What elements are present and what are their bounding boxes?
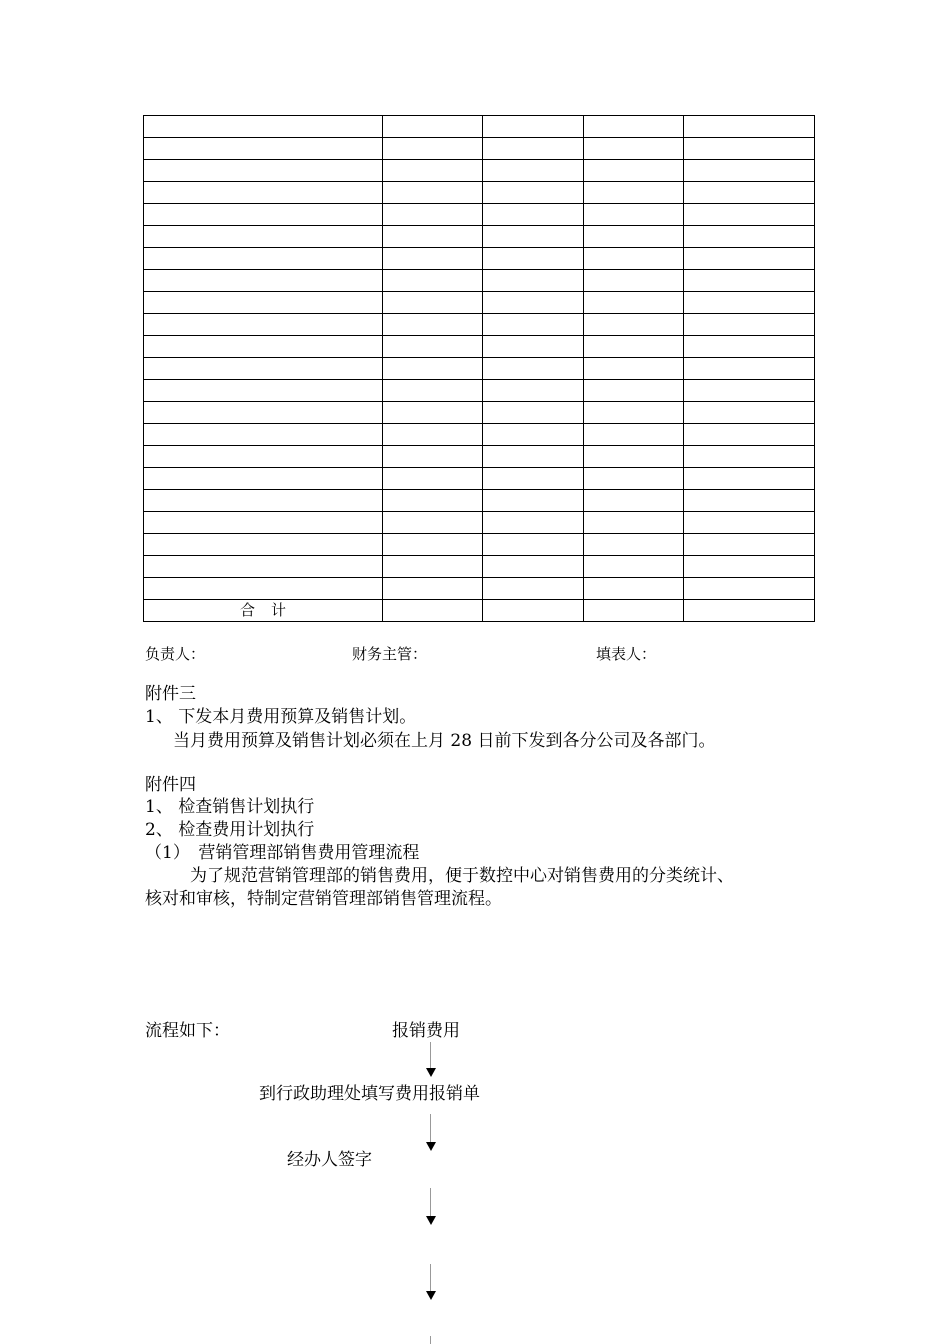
table-cell — [483, 358, 584, 380]
table-cell — [144, 116, 383, 138]
flow-connector-4 — [430, 1264, 431, 1291]
expense-table — [143, 115, 815, 622]
table-cell — [584, 534, 684, 556]
table-cell — [684, 292, 815, 314]
table-cell — [684, 556, 815, 578]
table-cell — [584, 578, 684, 600]
table-cell — [684, 138, 815, 160]
table-cell — [684, 578, 815, 600]
table-cell — [383, 600, 483, 622]
table-cell — [483, 490, 584, 512]
table-cell — [483, 380, 584, 402]
table-cell — [383, 578, 483, 600]
table-cell — [383, 534, 483, 556]
table-cell — [144, 314, 383, 336]
table-cell — [684, 182, 815, 204]
table-cell — [684, 160, 815, 182]
table-row — [144, 446, 815, 468]
table-row — [144, 402, 815, 424]
table-cell — [584, 512, 684, 534]
attachment4-para-line1: 为了规范营销管理部的销售费用，便于数控中心对销售费用的分类统计、 — [190, 866, 734, 886]
table-row — [144, 226, 815, 248]
flow-arrow-3 — [426, 1216, 436, 1225]
table-cell — [684, 314, 815, 336]
flow-arrow-2 — [426, 1142, 436, 1151]
flow-step3: 经办人签字 — [287, 1150, 372, 1170]
table-cell — [144, 468, 383, 490]
table-cell — [584, 138, 684, 160]
table-cell — [584, 160, 684, 182]
attachment3-note: 当月费用预算及销售计划必须在上月 28 日前下发到各分公司及各部门。 — [173, 731, 716, 751]
table-cell — [584, 226, 684, 248]
table-cell — [684, 534, 815, 556]
table-cell — [144, 534, 383, 556]
table-cell — [383, 446, 483, 468]
table-cell — [483, 446, 584, 468]
table-cell — [144, 490, 383, 512]
table-cell — [483, 138, 584, 160]
flow-connector-5 — [430, 1336, 431, 1344]
table-cell — [383, 226, 483, 248]
table-cell — [144, 248, 383, 270]
table-cell — [483, 402, 584, 424]
table-row — [144, 292, 815, 314]
table-cell — [144, 578, 383, 600]
table-cell — [684, 424, 815, 446]
table-cell — [684, 380, 815, 402]
attachment3-title: 附件三 — [145, 684, 196, 704]
table-row — [144, 578, 815, 600]
table-cell — [584, 204, 684, 226]
table-cell — [144, 160, 383, 182]
table-cell — [383, 160, 483, 182]
flow-connector-3 — [430, 1188, 431, 1216]
table-cell — [483, 292, 584, 314]
attachment4-item1: 1、 检查销售计划执行 — [145, 797, 315, 817]
table-row — [144, 534, 815, 556]
table-cell — [483, 512, 584, 534]
table-cell — [483, 534, 584, 556]
table-cell — [483, 336, 584, 358]
table-cell — [383, 468, 483, 490]
table-cell — [383, 116, 483, 138]
table-row — [144, 336, 815, 358]
table-cell — [144, 446, 383, 468]
table-cell — [144, 358, 383, 380]
table-row — [144, 182, 815, 204]
table-row — [144, 314, 815, 336]
table-cell — [584, 424, 684, 446]
table-cell — [383, 182, 483, 204]
table-cell — [144, 512, 383, 534]
table-cell — [144, 204, 383, 226]
table-cell — [483, 160, 584, 182]
table-cell — [684, 402, 815, 424]
table-cell — [684, 116, 815, 138]
flow-arrow-1 — [426, 1068, 436, 1077]
table-row — [144, 556, 815, 578]
table-cell — [684, 204, 815, 226]
table-cell — [483, 578, 584, 600]
table-cell — [584, 270, 684, 292]
table-cell — [584, 314, 684, 336]
table-row — [144, 204, 815, 226]
flow-connector-1 — [430, 1042, 431, 1068]
table-cell — [483, 424, 584, 446]
expense-table-body — [144, 116, 815, 622]
attachment4-title: 附件四 — [145, 775, 196, 795]
table-cell — [144, 226, 383, 248]
table-cell — [684, 446, 815, 468]
table-cell — [483, 182, 584, 204]
table-row — [144, 270, 815, 292]
table-cell — [684, 468, 815, 490]
attachment3-item1: 1、 下发本月费用预算及销售计划。 — [145, 707, 417, 727]
table-cell — [684, 490, 815, 512]
table-cell — [584, 468, 684, 490]
table-row — [144, 512, 815, 534]
table-cell — [584, 292, 684, 314]
table-cell — [144, 424, 383, 446]
total-label: 合计 — [144, 600, 383, 622]
table-row — [144, 116, 815, 138]
table-cell — [383, 314, 483, 336]
table-cell — [144, 270, 383, 292]
table-cell — [144, 380, 383, 402]
table-cell — [383, 358, 483, 380]
flow-connector-2 — [430, 1114, 431, 1142]
attachment4-para-line2: 核对和审核，特制定营销管理部销售管理流程。 — [145, 889, 502, 909]
table-cell — [383, 336, 483, 358]
table-cell — [684, 358, 815, 380]
flow-intro: 流程如下： — [145, 1021, 230, 1041]
table-cell — [144, 182, 383, 204]
table-cell — [383, 270, 483, 292]
table-total-row — [144, 600, 815, 622]
table-cell — [383, 292, 483, 314]
table-cell — [383, 556, 483, 578]
table-cell — [144, 336, 383, 358]
attachment4-sub1: （1） 营销管理部销售费用管理流程 — [145, 843, 420, 863]
table-cell — [584, 116, 684, 138]
table-cell — [383, 402, 483, 424]
table-cell — [483, 556, 584, 578]
table-cell — [584, 358, 684, 380]
table-cell — [684, 600, 815, 622]
signature-finance: 财务主管： — [352, 645, 428, 663]
table-row — [144, 248, 815, 270]
table-cell — [684, 270, 815, 292]
table-cell — [584, 556, 684, 578]
table-cell — [584, 402, 684, 424]
table-cell — [383, 138, 483, 160]
table-cell — [584, 182, 684, 204]
table-row — [144, 138, 815, 160]
table-row — [144, 380, 815, 402]
table-cell — [584, 600, 684, 622]
table-cell — [483, 248, 584, 270]
table-cell — [144, 556, 383, 578]
table-row — [144, 424, 815, 446]
table-cell — [584, 248, 684, 270]
table-cell — [684, 512, 815, 534]
table-row — [144, 490, 815, 512]
table-cell — [383, 380, 483, 402]
table-cell — [144, 138, 383, 160]
table-cell — [684, 248, 815, 270]
flow-step1: 报销费用 — [392, 1021, 460, 1041]
table-cell — [483, 600, 584, 622]
table-cell — [584, 446, 684, 468]
table-cell — [383, 490, 483, 512]
table-cell — [483, 468, 584, 490]
table-cell — [383, 204, 483, 226]
table-cell — [584, 380, 684, 402]
table-cell — [584, 336, 684, 358]
table-cell — [383, 424, 483, 446]
flow-arrow-4 — [426, 1291, 436, 1300]
table-cell — [483, 116, 584, 138]
table-cell — [584, 490, 684, 512]
table-row — [144, 358, 815, 380]
table-cell — [483, 314, 584, 336]
table-cell — [483, 204, 584, 226]
table-cell — [383, 248, 483, 270]
table-row — [144, 468, 815, 490]
signature-preparer: 填表人： — [596, 645, 657, 663]
flow-step2: 到行政助理处填写费用报销单 — [259, 1084, 480, 1104]
table-cell — [144, 402, 383, 424]
table-cell — [383, 512, 483, 534]
attachment4-item2: 2、 检查费用计划执行 — [145, 820, 315, 840]
table-cell — [483, 270, 584, 292]
table-cell — [684, 226, 815, 248]
table-cell — [483, 226, 584, 248]
table-cell — [144, 292, 383, 314]
table-row — [144, 160, 815, 182]
table-cell — [684, 336, 815, 358]
signature-responsible: 负责人： — [145, 645, 206, 663]
